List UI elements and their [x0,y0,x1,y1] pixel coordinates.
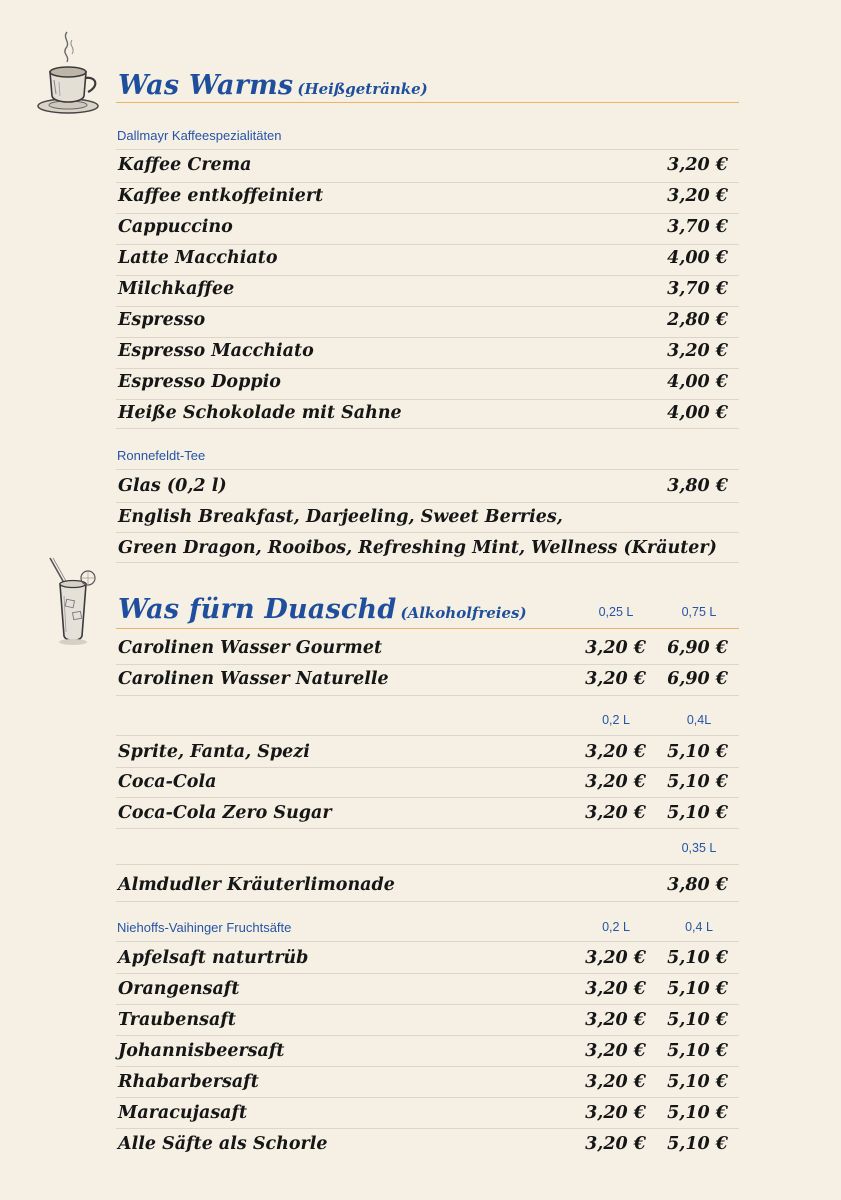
size-header: 0,25 L [598,605,634,619]
menu-item-name: Rhabarbersaft [118,1072,259,1092]
menu-item-price-large: 5,10 € [667,1103,728,1123]
menu-item-price-small: 3,20 € [585,1041,646,1061]
divider [116,1035,739,1036]
divider [116,828,739,829]
menu-item-price-large: 5,10 € [667,772,728,792]
divider [116,337,739,338]
menu-item-price-small: 3,20 € [585,669,646,689]
menu-item-name: Milchkaffee [118,279,235,299]
size-header: 0,2 L [602,713,630,727]
divider [116,244,739,245]
menu-item-name: Orangensaft [118,979,240,999]
tea-varieties-line: Green Dragon, Rooibos, Refreshing Mint, Wellness (Kräuter) [118,538,717,558]
menu-item-name: Espresso Macchiato [118,341,314,361]
divider [116,1004,739,1005]
cold-title-main: Was fürn Duaschd [118,594,397,625]
cold-drinks-title [118,594,527,625]
divider [116,182,739,183]
menu-item-price-large: 5,10 € [667,979,728,999]
divider [116,664,739,665]
menu-item-price: 3,20 € [667,186,728,206]
size-header: 0,2 L [602,920,630,934]
menu-item-price: 3,20 € [667,341,728,361]
drink-glass-icon [42,556,102,648]
coffee-section-label: Dallmayr Kaffeespezialitäten [117,128,282,143]
tea-item-price: 3,80 € [667,476,728,496]
menu-item-name: Apfelsaft naturtrüb [118,948,309,968]
menu-item-name: Maracujasaft [118,1103,248,1123]
menu-item-price-large: 5,10 € [667,1072,728,1092]
menu-item-price-large: 5,10 € [667,1134,728,1154]
divider [116,941,739,942]
menu-item-price-small: 3,20 € [585,979,646,999]
size-header: 0,35 L [681,841,717,855]
menu-item-price-large: 6,90 € [667,638,728,658]
menu-item-name: Kaffee Crema [118,155,252,175]
menu-item-price: 4,00 € [667,372,728,392]
menu-item-name: Kaffee entkoffeiniert [118,186,324,206]
divider [116,1066,739,1067]
divider [116,399,739,400]
divider [116,306,739,307]
menu-item-price-large: 5,10 € [667,1041,728,1061]
menu-item-price-small: 3,20 € [585,1134,646,1154]
menu-item-price-small: 3,20 € [585,1103,646,1123]
menu-item-price: 3,70 € [667,279,728,299]
menu-item-price-large: 5,10 € [667,742,728,762]
menu-item-name: Sprite, Fanta, Spezi [118,742,310,762]
divider [116,502,739,503]
tea-varieties-line: English Breakfast, Darjeeling, Sweet Berries, [118,507,563,527]
menu-item-price-large: 5,10 € [667,1010,728,1030]
hot-drinks-title [118,70,428,101]
divider [116,735,739,736]
hot-title-underline [116,102,739,103]
divider [116,797,739,798]
divider [116,1128,739,1129]
menu-item-name: Espresso [118,310,206,330]
cold-title-underline [116,628,739,629]
menu-item-name: Heiße Schokolade mit Sahne [118,403,402,423]
hot-title-main: Was Warms [118,70,294,101]
almdudler-item-price: 3,80 € [667,875,728,895]
hot-title-sub: (Heißgetränke) [297,80,428,98]
size-header: 0,4 L [685,920,713,934]
divider [116,973,739,974]
menu-item-price-small: 3,20 € [585,1010,646,1030]
menu-item-name: Espresso Doppio [118,372,281,392]
divider [116,901,739,902]
menu-item-price-small: 3,20 € [585,638,646,658]
divider [116,767,739,768]
tea-section-label: Ronnefeldt-Tee [117,448,206,463]
menu-item-name: Carolinen Wasser Gourmet [118,638,383,658]
divider [116,149,739,150]
menu-item-price: 3,20 € [667,155,728,175]
size-header: 0,75 L [681,605,717,619]
coffee-cup-icon [36,28,108,116]
divider [116,1097,739,1098]
divider [116,562,739,563]
menu-item-price: 4,00 € [667,248,728,268]
tea-item-name: Glas (0,2 l) [118,476,227,496]
menu-item-name: Carolinen Wasser Naturelle [118,669,389,689]
divider [116,213,739,214]
divider [116,532,739,533]
divider [116,469,739,470]
divider [116,864,739,865]
divider [116,695,739,696]
menu-item-price: 3,70 € [667,217,728,237]
menu-item-price-large: 5,10 € [667,948,728,968]
menu-item-price-small: 3,20 € [585,772,646,792]
menu-item-name: Latte Macchiato [118,248,278,268]
menu-item-name: Johannisbeersaft [118,1041,285,1061]
menu-item-name: Coca-Cola [118,772,217,792]
size-header: 0,4L [686,713,712,727]
menu-item-price-small: 3,20 € [585,803,646,823]
almdudler-item-name: Almdudler Kräuterlimonade [118,875,395,895]
menu-item-name: Cappuccino [118,217,233,237]
divider [116,368,739,369]
divider [116,275,739,276]
menu-item-price: 4,00 € [667,403,728,423]
menu-item-name: Alle Säfte als Schorle [118,1134,328,1154]
menu-item-price-small: 3,20 € [585,948,646,968]
menu-item-name: Coca-Cola Zero Sugar [118,803,332,823]
menu-item-price-small: 3,20 € [585,1072,646,1092]
menu-item-price: 2,80 € [667,310,728,330]
menu-item-price-large: 6,90 € [667,669,728,689]
menu-item-name: Traubensaft [118,1010,236,1030]
menu-item-price-large: 5,10 € [667,803,728,823]
juice-section-label: Niehoffs-Vaihinger Fruchtsäfte [117,920,292,935]
cold-title-sub: (Alkoholfreies) [400,604,527,622]
menu-item-price-small: 3,20 € [585,742,646,762]
divider [116,428,739,429]
